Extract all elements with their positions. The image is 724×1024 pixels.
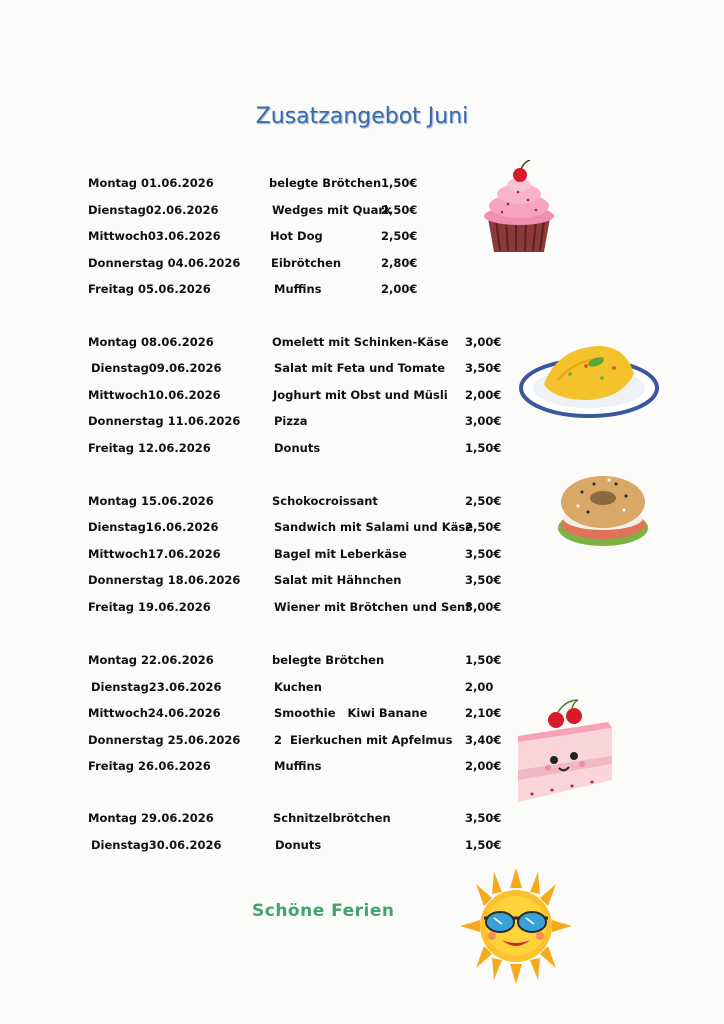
price-label: 1,50€: [465, 441, 502, 455]
day-label: Freitag 05.06.2026: [88, 282, 211, 296]
price-label: 3,00€: [465, 600, 502, 614]
day-label: Mittwoch17.06.2026: [88, 547, 221, 561]
day-label: Dienstag30.06.2026: [91, 838, 222, 852]
day-label: Donnerstag 11.06.2026: [88, 414, 241, 428]
price-label: 1,50€: [465, 653, 502, 667]
day-label: Montag 22.06.2026: [88, 653, 214, 667]
price-label: 3,00€: [465, 335, 502, 349]
price-label: 3,50€: [465, 573, 502, 587]
menu-row: [0, 229, 724, 249]
menu-row: [0, 653, 724, 673]
menu-row: [0, 811, 724, 831]
item-label: Muffins: [274, 282, 322, 296]
menu-row: [0, 203, 724, 223]
menu-row: [0, 838, 724, 858]
day-label: Dienstag23.06.2026: [91, 680, 222, 694]
price-label: 2,50€: [465, 494, 502, 508]
farewell-text: Schöne Ferien: [252, 901, 395, 921]
item-label: Kuchen: [274, 680, 322, 694]
menu-row: [0, 282, 724, 302]
price-label: 2,80€: [381, 256, 418, 270]
price-label: 3,50€: [465, 811, 502, 825]
day-label: Dienstag16.06.2026: [88, 520, 219, 534]
menu-row: [0, 573, 724, 593]
day-label: Dienstag02.06.2026: [88, 203, 219, 217]
item-label: 2 Eierkuchen mit Apfelmus: [274, 733, 453, 747]
item-label: Bagel mit Leberkäse: [274, 547, 407, 561]
item-label: Salat mit Hähnchen: [274, 573, 402, 587]
day-label: Mittwoch03.06.2026: [88, 229, 221, 243]
item-label: Hot Dog: [270, 229, 323, 243]
cake-slice-icon: [512, 698, 620, 806]
price-label: 2,50€: [381, 229, 418, 243]
day-label: Donnerstag 25.06.2026: [88, 733, 241, 747]
menu-row: [0, 441, 724, 461]
menu-row: [0, 176, 724, 196]
day-label: Dienstag09.06.2026: [91, 361, 222, 375]
item-label: Wiener mit Brötchen und Senf: [274, 600, 471, 614]
bagel-icon: [554, 466, 652, 554]
price-label: 3,40€: [465, 733, 502, 747]
item-label: Omelett mit Schinken-Käse: [272, 335, 449, 349]
day-label: Montag 08.06.2026: [88, 335, 214, 349]
price-label: 2,00€: [465, 388, 502, 402]
day-label: Freitag 12.06.2026: [88, 441, 211, 455]
item-label: Eibrötchen: [271, 256, 342, 270]
day-label: Donnerstag 18.06.2026: [88, 573, 241, 587]
item-label: Wedges mit Quark: [272, 203, 392, 217]
item-label: Smoothie Kiwi Banane: [274, 706, 428, 720]
price-label: 1,50€: [381, 176, 418, 190]
day-label: Freitag 26.06.2026: [88, 759, 211, 773]
price-label: 2,50€: [381, 203, 418, 217]
day-label: Donnerstag 04.06.2026: [88, 256, 241, 270]
menu-row: [0, 256, 724, 276]
cupcake-icon: [478, 160, 560, 256]
item-label: Donuts: [275, 838, 322, 852]
day-label: Montag 01.06.2026: [88, 176, 214, 190]
menu-row: [0, 680, 724, 700]
day-label: Montag 15.06.2026: [88, 494, 214, 508]
day-label: Mittwoch10.06.2026: [88, 388, 221, 402]
item-label: Schokocroissant: [272, 494, 378, 508]
item-label: belegte Brötchen: [272, 653, 385, 667]
price-label: 2,00: [465, 680, 494, 694]
page-title: Zusatzangebot Juni: [255, 104, 469, 129]
item-label: Schnitzelbrötchen: [273, 811, 391, 825]
menu-row: [0, 600, 724, 620]
price-label: 3,00€: [465, 414, 502, 428]
day-label: Freitag 19.06.2026: [88, 600, 211, 614]
price-label: 2,00€: [465, 759, 502, 773]
omelette-icon: [518, 340, 660, 420]
day-label: Montag 29.06.2026: [88, 811, 214, 825]
item-label: Donuts: [274, 441, 321, 455]
price-label: 3,50€: [465, 547, 502, 561]
price-label: 2,10€: [465, 706, 502, 720]
item-label: Muffins: [274, 759, 322, 773]
item-label: belegte Brötchen: [269, 176, 382, 190]
price-label: 2,00€: [381, 282, 418, 296]
item-label: Pizza: [274, 414, 308, 428]
price-label: 3,50€: [465, 361, 502, 375]
item-label: Sandwich mit Salami und Käse: [274, 520, 474, 534]
sun-icon: [458, 866, 574, 986]
price-label: 1,50€: [465, 838, 502, 852]
day-label: Mittwoch24.06.2026: [88, 706, 221, 720]
item-label: Salat mit Feta und Tomate: [274, 361, 445, 375]
price-label: 2,50€: [465, 520, 502, 534]
item-label: Joghurt mit Obst und Müsli: [273, 388, 448, 402]
